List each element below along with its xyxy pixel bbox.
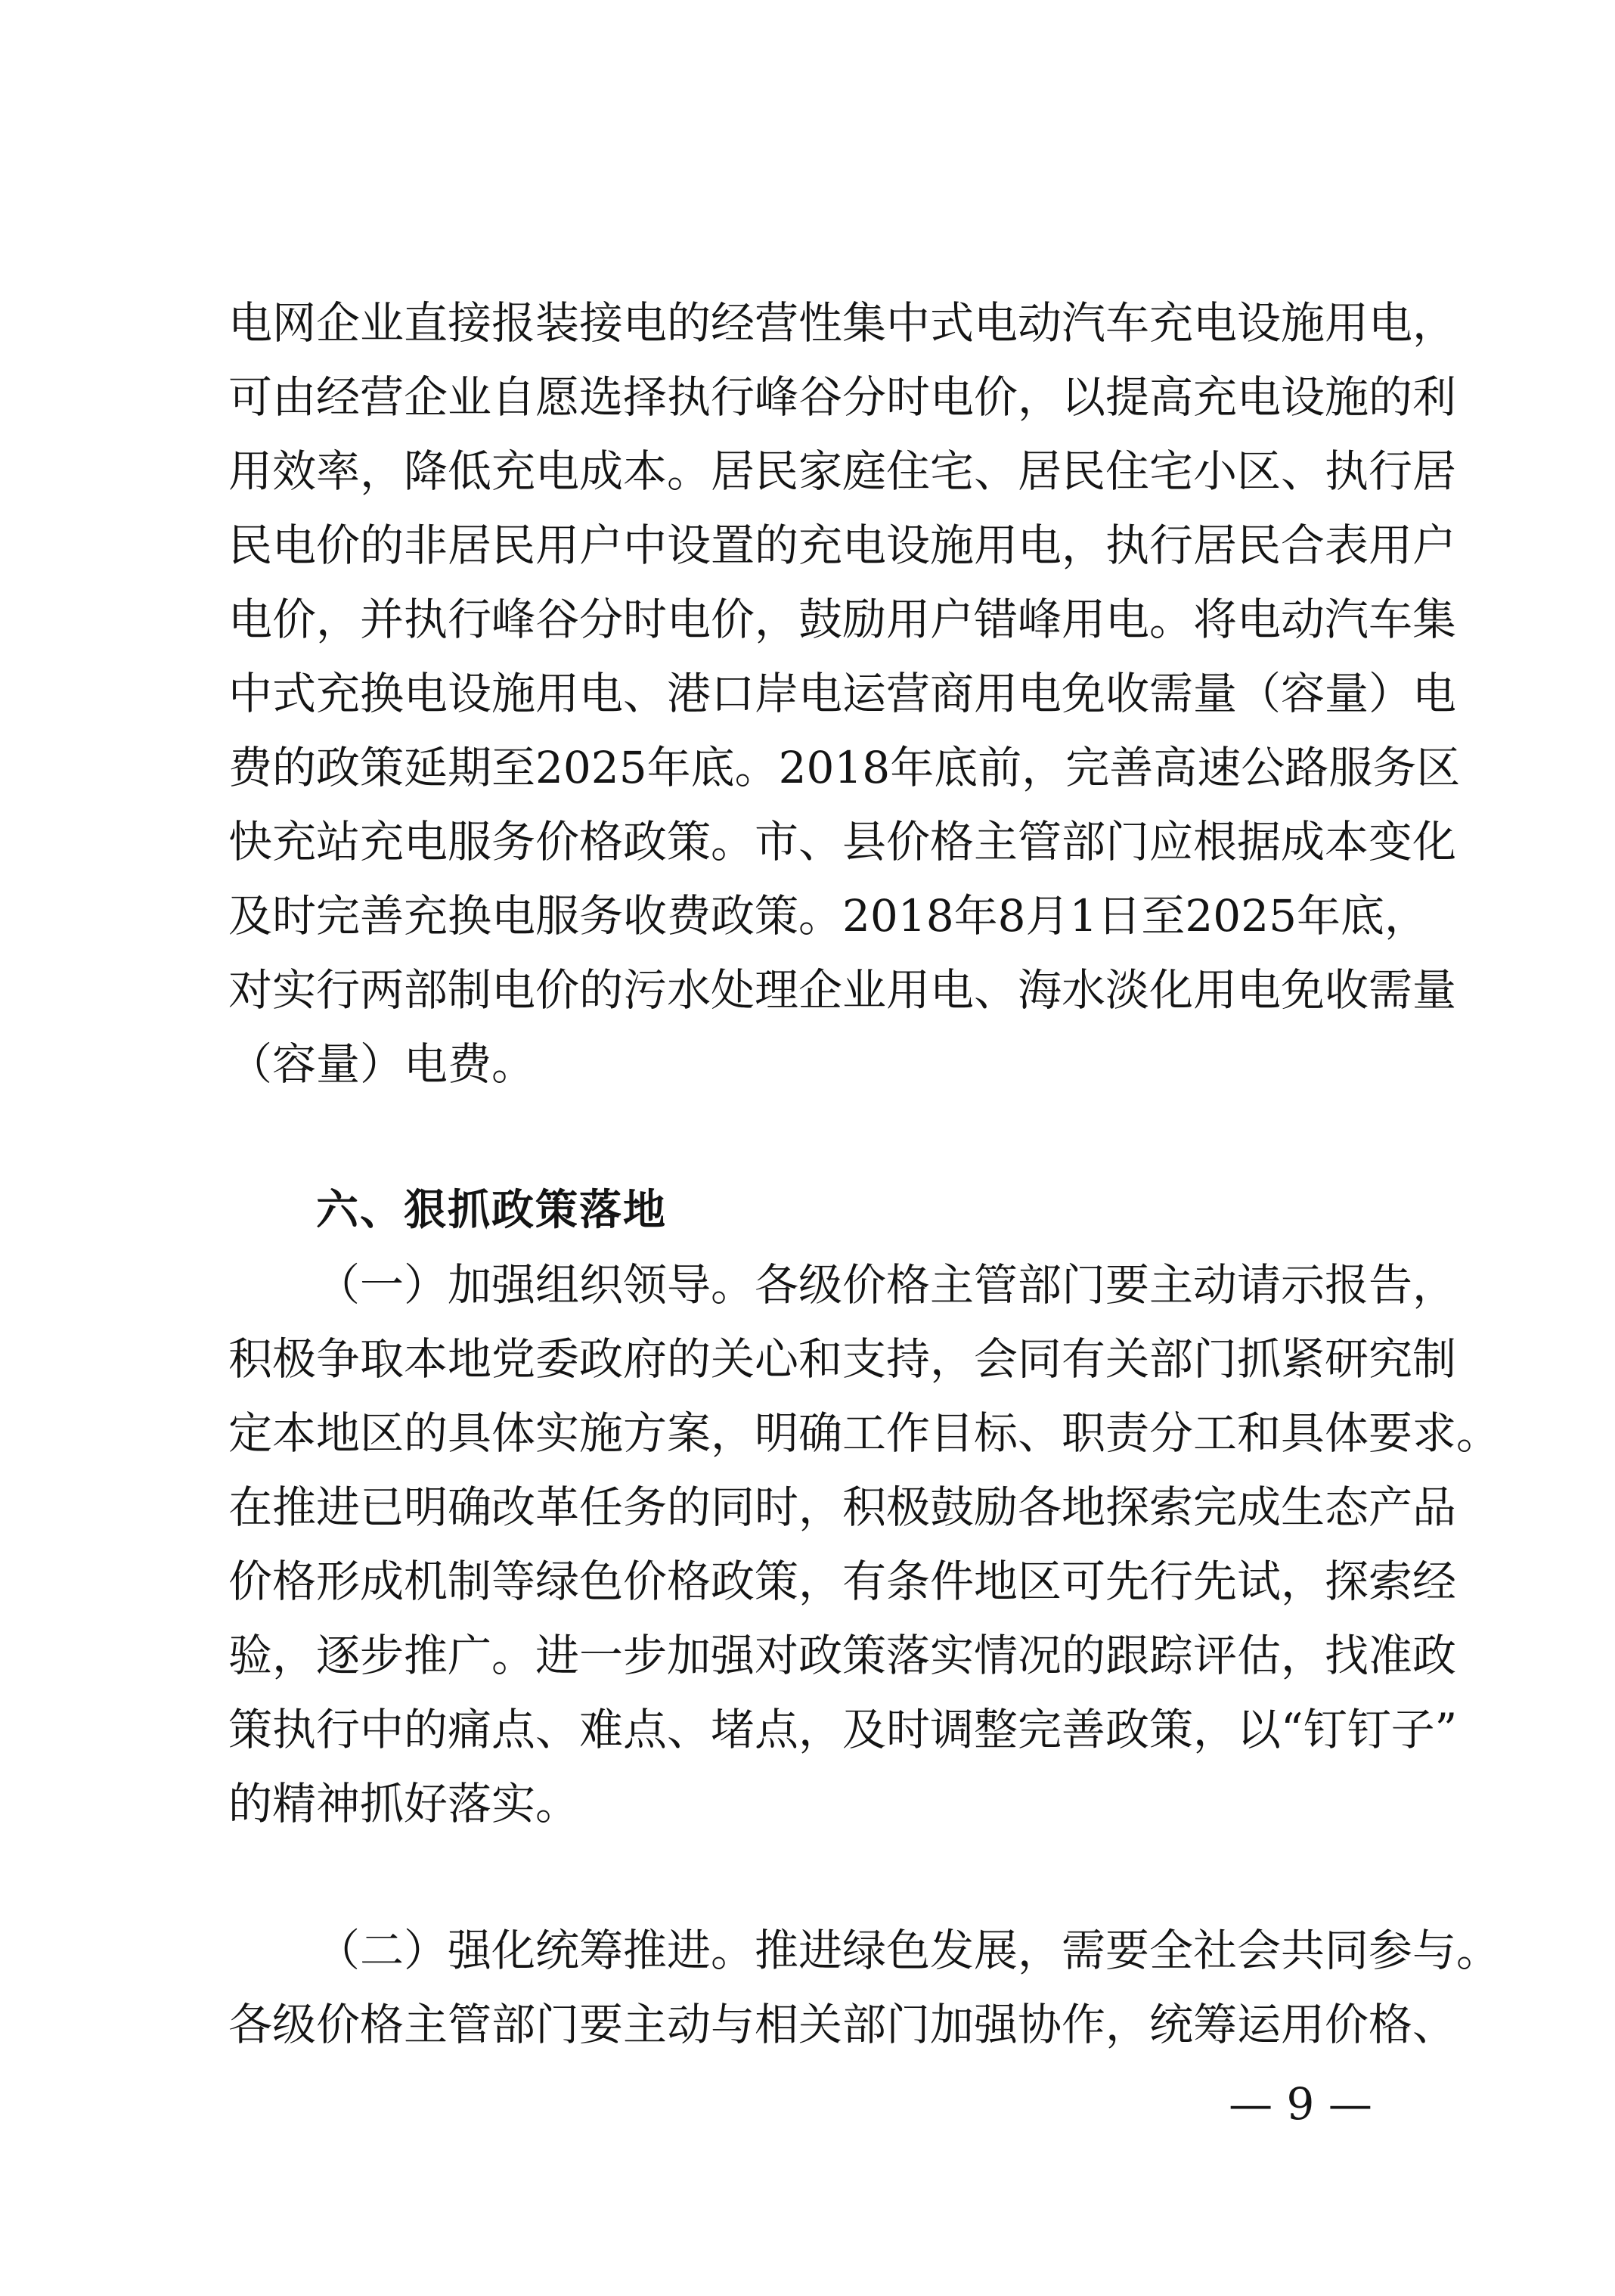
paragraph-line: （二）强化统筹推进。推进绿色发展，需要全社会共同参与。	[316, 1925, 1501, 1976]
paragraph-line: 策执行中的痛点、难点、堵点，及时调整完善政策，以“钉钉子”	[228, 1704, 1458, 1755]
paragraph-line: 对实行两部制电价的污水处理企业用电、海水淡化用电免收需量	[228, 964, 1457, 1016]
paragraph-line: （一）加强组织领导。各级价格主管部门要主动请示报告，	[316, 1259, 1457, 1311]
paragraph-coordinated-promotion	[228, 1913, 1501, 2062]
paragraph-line: 费的政策延期至2025年底。2018年底前，完善高速公路服务区	[228, 742, 1461, 793]
paragraph-line: 价格形成机制等绿色价格政策，有条件地区可先行先试，探索经	[228, 1556, 1457, 1607]
paragraph-line: 民电价的非居民用户中设置的充电设施用电，执行居民合表用户	[228, 520, 1457, 571]
paragraph-line: 在推进已明确改革任务的同时，积极鼓励各地探索完成生态产品	[228, 1482, 1457, 1533]
paragraph-line: 的精神抓好落实。	[228, 1778, 580, 1829]
paragraph-line: 快充站充电服务价格政策。市、县价格主管部门应根据成本变化	[228, 816, 1457, 867]
paragraph-line: 电网企业直接报装接电的经营性集中式电动汽车充电设施用电，	[228, 297, 1457, 349]
paragraph-line: 中式充换电设施用电、港口岸电运营商用电免收需量（容量）电	[228, 668, 1457, 719]
paragraph-line: 定本地区的具体实施方案，明确工作目标、职责分工和具体要求。	[228, 1407, 1501, 1459]
paragraph-line: 积极争取本地党委政府的关心和支持，会同有关部门抓紧研究制	[228, 1333, 1457, 1385]
paragraph-line: 验，逐步推广。进一步加强对政策落实情况的跟踪评估，找准政	[228, 1630, 1457, 1681]
paragraph-line: 用效率，降低充电成本。居民家庭住宅、居民住宅小区、执行居	[228, 445, 1457, 497]
section-heading: 六、狠抓政策落地	[316, 1186, 667, 1235]
paragraph-line: （容量）电费。	[228, 1038, 536, 1090]
paragraph-line: 电价，并执行峰谷分时电价，鼓励用户错峰用电。将电动汽车集	[228, 594, 1457, 645]
paragraph-organizational-leadership	[228, 1248, 1501, 1841]
paragraph-line: 及时完善充换电服务收费政策。2018年8月1日至2025年底，	[228, 890, 1429, 942]
page-number: — 9 —	[1229, 2078, 1372, 2130]
section-heading-block	[228, 1174, 1415, 1248]
paragraph-line: 各级价格主管部门要主动与相关部门加强协作，统筹运用价格、	[228, 1999, 1457, 2050]
paragraph-line: 可由经营企业自愿选择执行峰谷分时电价，以提高充电设施的利	[228, 371, 1457, 423]
paragraph-ev-charging-pricing	[228, 286, 1461, 1101]
